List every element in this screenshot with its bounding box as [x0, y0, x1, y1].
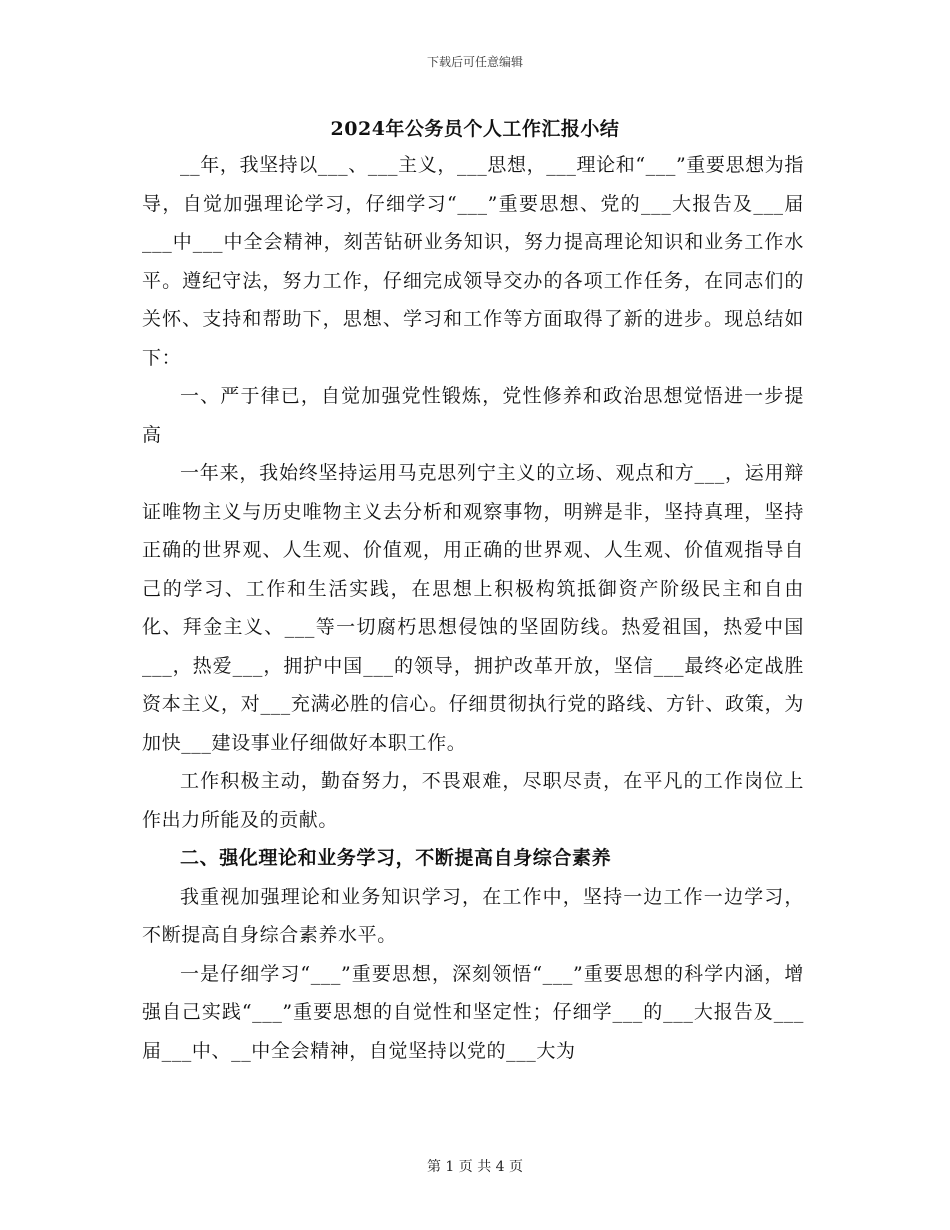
document-title: 2024年公务员个人工作汇报小结 — [330, 118, 620, 140]
paragraph-intro: __年，我坚持以___、___主义，___思想，___理论和“___”重要思想为指导，自觉加强理论学习，仔细学习“___”重要思想、党的___大报告及___届___中___中全会精神，刻苦钻研业务知识，努力提高理论知识和业务工作水平。遵纪守法，努力工作，仔细完成领导交办的各项工作任务，在同志们的关怀、支持和帮助下，思想、学习和工作等方面取得了新的进步。现总结如下： — [142, 154, 804, 369]
document-body — [142, 146, 804, 1070]
paragraph-work-attitude: 工作积极主动，勤奋努力，不畏艰难，尽职尽责，在平凡的工作岗位上作出力所能及的贡献。 — [142, 770, 804, 831]
paragraph-section-two-intro: 我重视加强理论和业务知识学习，在工作中，坚持一边工作一边学习，不断提高自身综合素养水平。 — [142, 885, 804, 946]
paragraph-section-one-heading: 一、严于律已，自觉加强党性锻炼，党性修养和政治思想觉悟进一步提高 — [142, 385, 804, 446]
page-header-note: 下载后可任意编辑 — [426, 55, 523, 69]
paragraph-section-one-body: 一年来，我始终坚持运用马克思列宁主义的立场、观点和方___，运用辩证唯物主义与历史唯物主义去分析和观察事物，明辨是非，坚持真理，坚持正确的世界观、人生观、价值观，用正确的世界观、人生观、价值观指导自己的学习、工作和生活实践，在思想上积极构筑抵御资产阶级民主和自由化、拜金主义、___等一切腐朽思想侵蚀的坚固防线。热爱祖国，热爱中国___，热爱___，拥护中国___的领导，拥护改革开放，坚信___最终必定战胜资本主义，对___充满必胜的信心。仔细贯彻执行党的路线、方针、政策，为加快___建设事业仔细做好本职工作。 — [142, 462, 804, 754]
page-number-footer: 第 1 页 共 4 页 — [426, 1159, 524, 1175]
paragraph-section-two-heading: 二、强化理论和业务学习，不断提高自身综合素养 — [180, 847, 612, 869]
paragraph-section-two-point-one: 一是仔细学习“___”重要思想，深刻领悟“___”重要思想的科学内涵，增强自己实践“___”重要思想的自觉性和坚定性；仔细学___的___大报告及___届___中、__中全会精神，自觉坚持以党的___大为 — [142, 962, 804, 1062]
